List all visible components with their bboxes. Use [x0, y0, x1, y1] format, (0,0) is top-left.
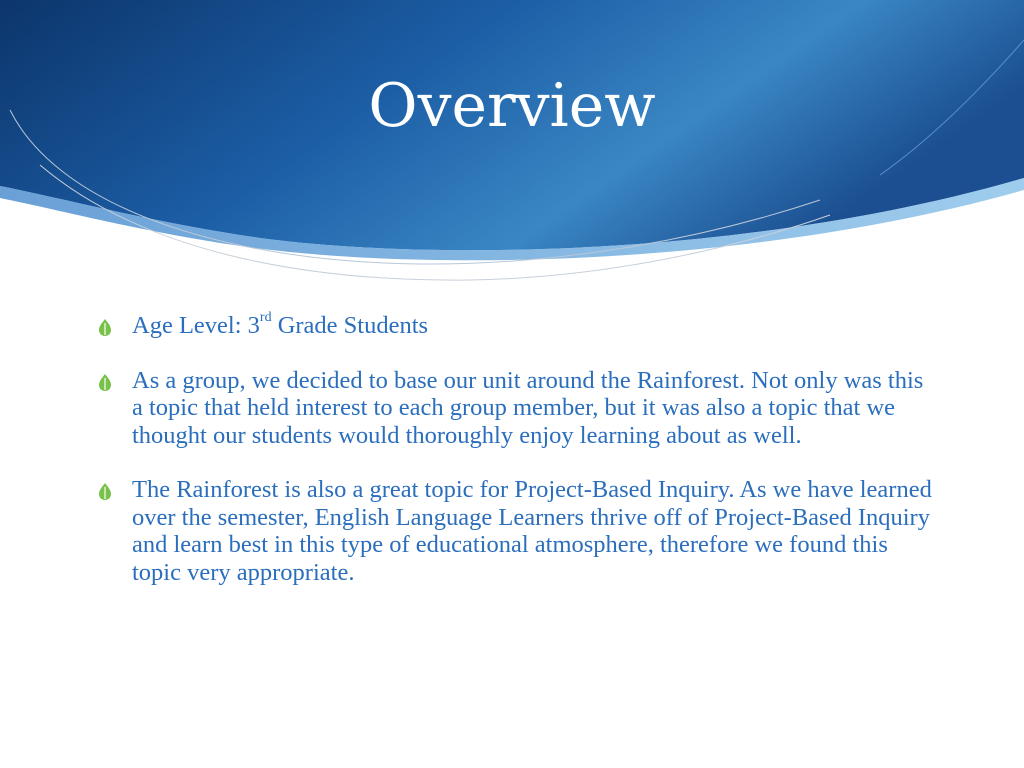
slide-title: Overview: [368, 71, 656, 141]
bullet-text: As a group, we decided to base our unit around the Rainforest. Not only was this a topic that held interest to each group member, but it was also a topic that we thought our students would thoroughly enjoy learning about as well.: [132, 366, 924, 449]
bullet-text-superscript: rd: [259, 309, 272, 325]
bullet-text: The Rainforest is also a great topic for Project-Based Inquiry. As we have learned over the semester, English Language Learners thrive off of Project-Based Inquiry and learn best in this type of educational atmosphere, therefore we found this topic very appropriate.: [132, 476, 932, 586]
leaf-bullet-icon: [98, 483, 112, 500]
leaf-bullet-icon: [98, 319, 112, 336]
bullet-item-age-level: [98, 309, 938, 340]
bullet-item-project-based-inquiry: [98, 476, 938, 586]
bullet-item-rainforest-choice: [98, 367, 938, 450]
bullet-text-prefix: Age Level: 3: [132, 312, 260, 339]
bullet-list: [98, 309, 938, 613]
leaf-bullet-icon: [98, 374, 112, 391]
bullet-text-suffix: Grade Students: [271, 312, 429, 339]
